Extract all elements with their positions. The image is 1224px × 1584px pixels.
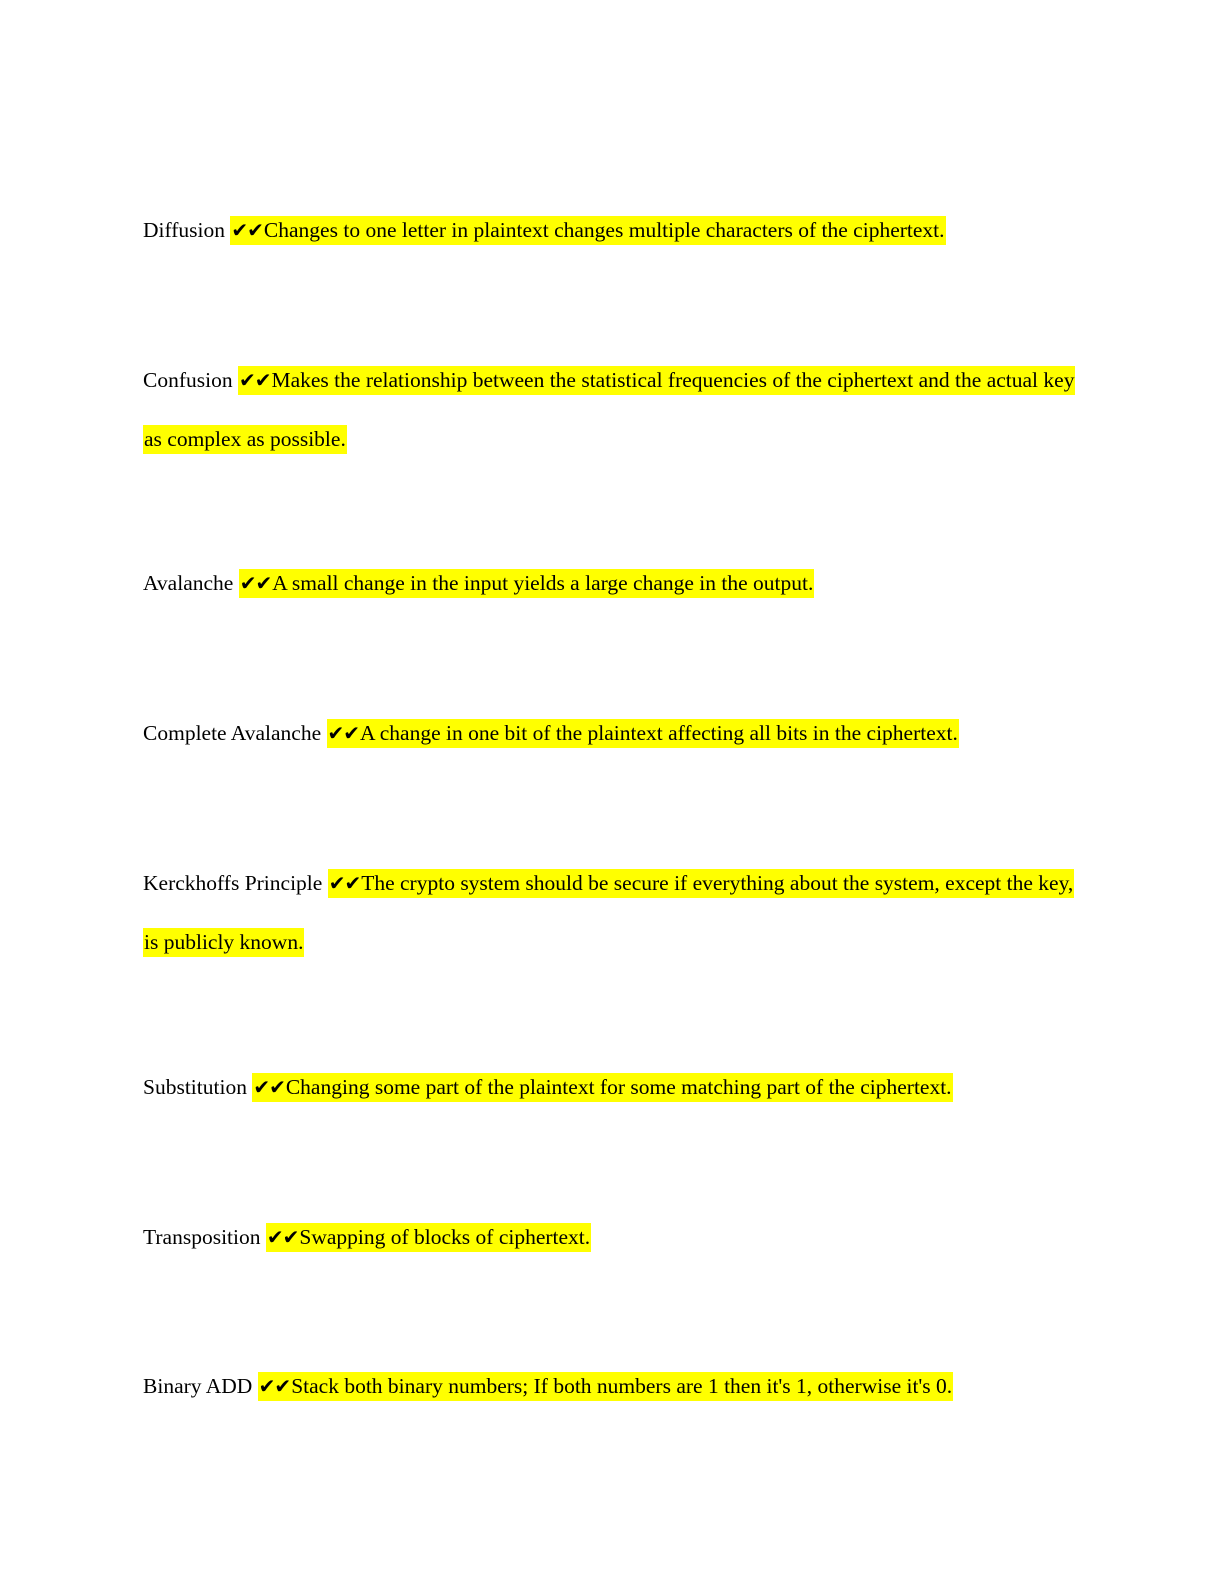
entry-answer-highlight [252, 1073, 952, 1102]
entry-answer-highlight [266, 1223, 591, 1252]
double-check-icon: ✔✔ [239, 571, 272, 595]
double-check-icon: ✔✔ [327, 721, 360, 745]
glossary-entry-diffusion [143, 201, 1083, 260]
glossary-entry-transposition [143, 1208, 1083, 1267]
double-check-icon: ✔✔ [266, 1225, 299, 1249]
entry-definition: Swapping of blocks of ciphertext. [299, 1225, 591, 1249]
entry-term: Binary ADD [143, 1374, 253, 1398]
entry-term: Avalanche [143, 571, 234, 595]
entry-definition: Makes the relationship between the statistical frequencies of the ciphertext and the actual key as complex as possible. [144, 368, 1075, 451]
entry-term: Complete Avalanche [143, 721, 322, 745]
entry-answer-highlight [143, 366, 1075, 454]
entry-definition: The crypto system should be secure if everything about the system, except the key, is publicly known. [144, 871, 1074, 954]
entry-term: Transposition [143, 1225, 261, 1249]
entry-definition: Changing some part of the plaintext for some matching part of the ciphertext. [285, 1075, 952, 1099]
entry-term: Confusion [143, 368, 233, 392]
entry-answer-highlight [230, 216, 945, 245]
entry-definition: A small change in the input yields a large change in the output. [272, 571, 814, 595]
double-check-icon: ✔✔ [231, 218, 263, 242]
entry-answer-highlight [239, 569, 815, 598]
glossary-entry-confusion [143, 351, 1083, 469]
glossary-entry-complete-avalanche [143, 704, 1083, 763]
glossary-entry-kerckhoffs-principle [143, 854, 1083, 972]
glossary-entry-binary-add [143, 1357, 1083, 1416]
entry-answer-highlight [258, 1372, 954, 1401]
glossary-entry-substitution [143, 1058, 1083, 1117]
entry-definition: Stack both binary numbers; If both numbers are 1 then it's 1, otherwise it's 0. [291, 1374, 953, 1398]
entry-answer-highlight [327, 719, 959, 748]
entry-term: Substitution [143, 1075, 247, 1099]
double-check-icon: ✔✔ [328, 871, 361, 895]
double-check-icon: ✔✔ [258, 1374, 291, 1398]
double-check-icon: ✔✔ [238, 368, 271, 392]
glossary-entry-avalanche [143, 554, 1083, 613]
entry-term: Diffusion [143, 218, 226, 242]
double-check-icon: ✔✔ [253, 1075, 285, 1099]
entry-term: Kerckhoffs Principle [143, 871, 323, 895]
entry-definition: Changes to one letter in plaintext changes multiple characters of the ciphertext. [263, 218, 945, 242]
entry-definition: A change in one bit of the plaintext affecting all bits in the ciphertext. [360, 721, 958, 745]
